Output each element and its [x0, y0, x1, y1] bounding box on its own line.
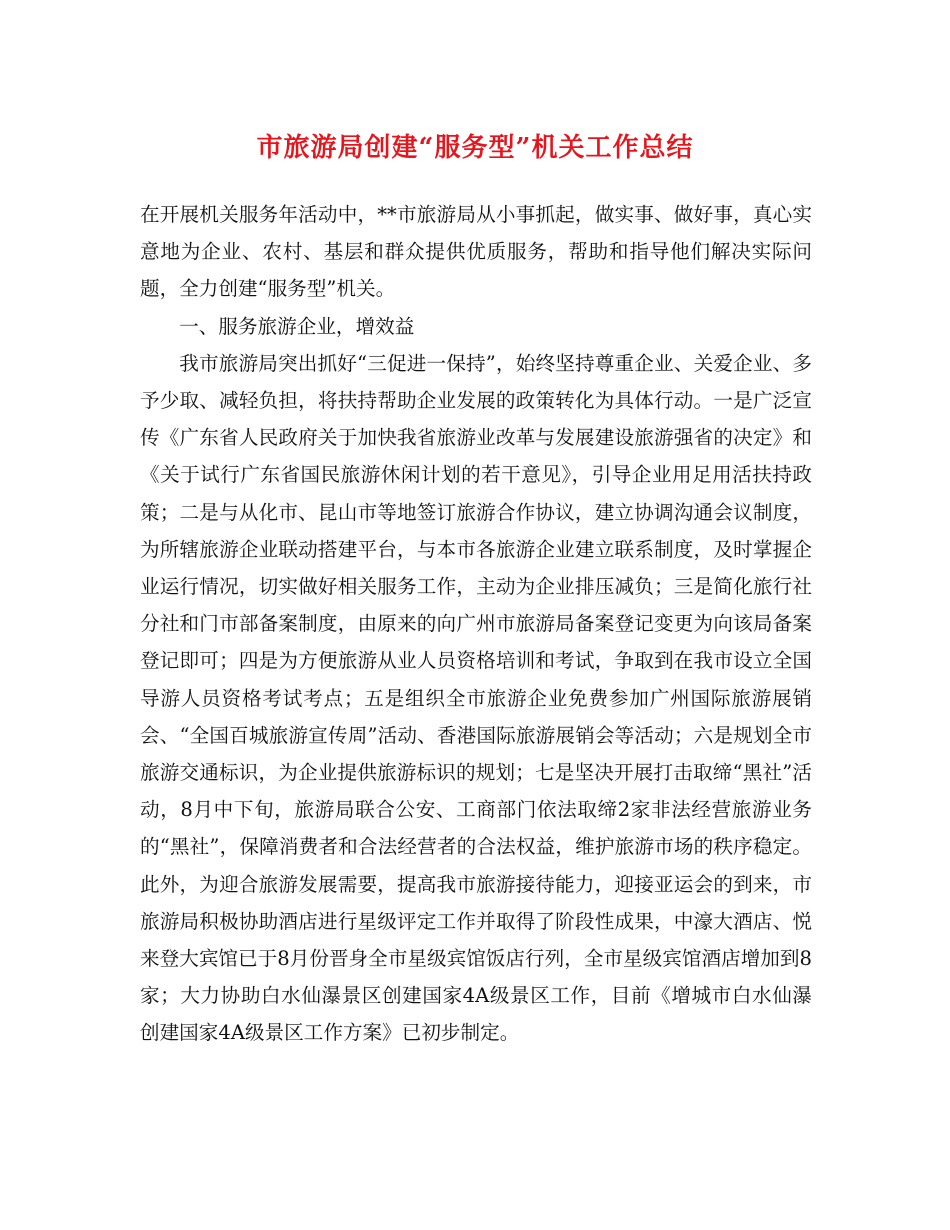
intro-paragraph: 在开展机关服务年活动中，**市旅游局从小事抓起，做实事、做好事，真心实意地为企业、农村、基层和群众提供优质服务，帮助和指导他们解决实际问题，全力创建“服务型”机关。	[140, 203, 812, 301]
document-body	[140, 196, 812, 1052]
section-heading: 一、服务旅游企业，增效益	[179, 314, 415, 338]
document-title: 市旅游局创建“服务型”机关工作总结	[256, 133, 694, 163]
body-paragraph: 我市旅游局突出抓好“三促进一保持”，始终坚持尊重企业、关爱企业、多予少取、减轻负担，将扶持帮助企业发展的政策转化为具体行动。一是广泛宣传《广东省人民政府关于加快我省旅游业改革与发展建设旅游强省的决定》和《关于试行广东省国民旅游休闲计划的若干意见》，引导企业用足用活扶持政策；二是与从化市、昆山市等地签订旅游合作协议，建立协调沟通会议制度，为所辖旅游企业联动搭建平台，与本市各旅游企业建立联系制度，及时掌握企业运行情况，切实做好相关服务工作，主动为企业排压减负；三是简化旅行社分社和门市部备案制度，由原来的向广州市旅游局备案登记变更为向该局备案登记即可；四是为方便旅游从业人员资格培训和考试，争取到在我市设立全国导游人员资格考试考点；五是组织全市旅游企业免费参加广州国际旅游展销会、“全国百城旅游宣传周”活动、香港国际旅游展销会等活动；六是规划全市旅游交通标识，为企业提供旅游标识的规划；七是坚决开展打击取缔“黑社”活动，8月中下旬，旅游局联合公安、工商部门依法取缔2家非法经营旅游业务的“黑社”，保障消费者和合法经营者的合法权益，维护旅游市场的秩序稳定。此外，为迎合旅游发展需要，提高我市旅游接待能力，迎接亚运会的到来，市旅游局积极协助酒店进行星级评定工作并取得了阶段性成果，中濠大酒店、悦来登大宾馆已于8月份晋身全市星级宾馆饭店行列，全市星级宾馆酒店增加到8家；大力协助白水仙瀑景区创建国家4A级景区工作，目前《增城市白水仙瀑创建国家4A级景区工作方案》已初步制定。	[140, 351, 812, 1045]
